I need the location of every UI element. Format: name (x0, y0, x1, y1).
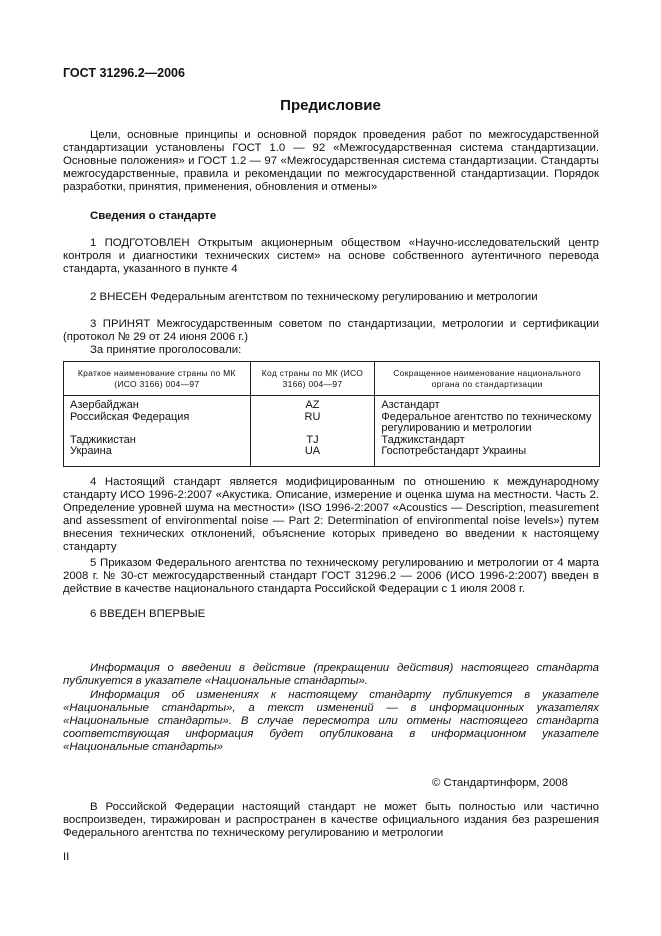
cell-country: Азербайджан (64, 396, 251, 412)
cell-code: RU (250, 412, 375, 435)
cell-code: AZ (250, 396, 375, 412)
cell-code: UA (250, 446, 375, 466)
standard-info-heading: Сведения о стандарте (90, 210, 217, 222)
notice-changes: Информация об изменениях к настоящему стандарту публикуется в указателе «Национальные стандарты», а текст изменений — в информационных указателях «Национальные стандарты». В случае пересмотра или отмены настоящего стандарта соответствующая информация будет опубликована в информационном указателе «Национальные стандарты» (63, 689, 599, 753)
notice-effect: Информация о введении в действие (прекращении действия) настоящего стандарта публикуется в указателе «Национальные стандарты». (63, 662, 599, 687)
cell-body: Федеральное агентство по техническому регулированию и метрологии (375, 412, 600, 435)
table-header-body: Сокращенное наименование национального органа по стандартизации (375, 362, 600, 396)
table-row (64, 446, 600, 466)
voted-label: За принятие проголосовали: (90, 344, 242, 356)
reproduction-notice: В Российской Федерации настоящий стандарт не может быть полностью или частично воспроизведен, тиражирован и распространен в качестве официального издания без разрешения Федерального агентства по техническому регулированию и метрологии (63, 801, 599, 839)
cell-code: TJ (250, 435, 375, 447)
page-title: Предисловие (280, 97, 381, 114)
cell-body: Госпотребстандарт Украины (375, 446, 600, 466)
cell-body: Таджикстандарт (375, 435, 600, 447)
item-order: 5 Приказом Федерального агентства по техническому регулированию и метрологии от 4 марта 2008 г. № 30-ст межгосударственный стандарт ГОСТ 31296.2 — 2006 (ИСО 1996-2:2007) введен в действие в качестве национального стандарта Российской Федерации с 1 июля 2008 г. (63, 557, 599, 595)
cell-country: Российская Федерация (64, 412, 251, 435)
table-header-code: Код страны по МК (ИСО 3166) 004—97 (250, 362, 375, 396)
item-prepared: 1 ПОДГОТОВЛЕН Открытым акционерным обществом «Научно-исследовательский центр контроля и диагностики технических систем» на основе собственного аутентичного перевода стандарта, указанного в пункте 4 (63, 237, 599, 275)
voting-countries-table (63, 361, 600, 467)
copyright: © Стандартинформ, 2008 (432, 777, 568, 789)
cell-country: Таджикистан (64, 435, 251, 447)
item-adopted: 3 ПРИНЯТ Межгосударственным советом по стандартизации, метрологии и сертификации (протокол № 29 от 24 июня 2006 г.) (63, 318, 599, 343)
cell-body: Азстандарт (375, 396, 600, 412)
table-row (64, 412, 600, 435)
item-first-time: 6 ВВЕДЕН ВПЕРВЫЕ (90, 608, 206, 620)
table-header-row (64, 362, 600, 396)
item-modified: 4 Настоящий стандарт является модифицированным по отношению к международному стандарту ИСО 1996-2:2007 «Акустика. Описание, измерение и оценка шума на местности. Часть 2. Определение уровней шума на местности» (ISO 1996-2:2007 «Acoustics — Description, measurement and assessment of environmental noise — Part 2: Determination of environmental noise levels») путем внесения технических отклонений, объяснение которых приведено во введении к настоящему стандарту (63, 476, 599, 553)
intro-paragraph: Цели, основные принципы и основной порядок проведения работ по межгосударственной стандартизации установлены ГОСТ 1.0 — 92 «Межгосударственная система стандартизации. Основные положения» и ГОСТ 1.2 — 97 «Межгосударственная система стандартизации. Стандарты межгосударственные, правила и рекомендации по межгосударственной стандартизации. Порядок разработки, принятия, применения, обновления и отмены» (63, 129, 599, 193)
item-introduced: 2 ВНЕСЕН Федеральным агентством по техническому регулированию и метрологии (90, 291, 538, 303)
page-number: II (63, 851, 70, 863)
table-header-country: Краткое наименование страны по МК (ИСО 3166) 004—97 (64, 362, 251, 396)
cell-country: Украина (64, 446, 251, 466)
table-row (64, 396, 600, 412)
document-code: ГОСТ 31296.2—2006 (63, 66, 185, 80)
